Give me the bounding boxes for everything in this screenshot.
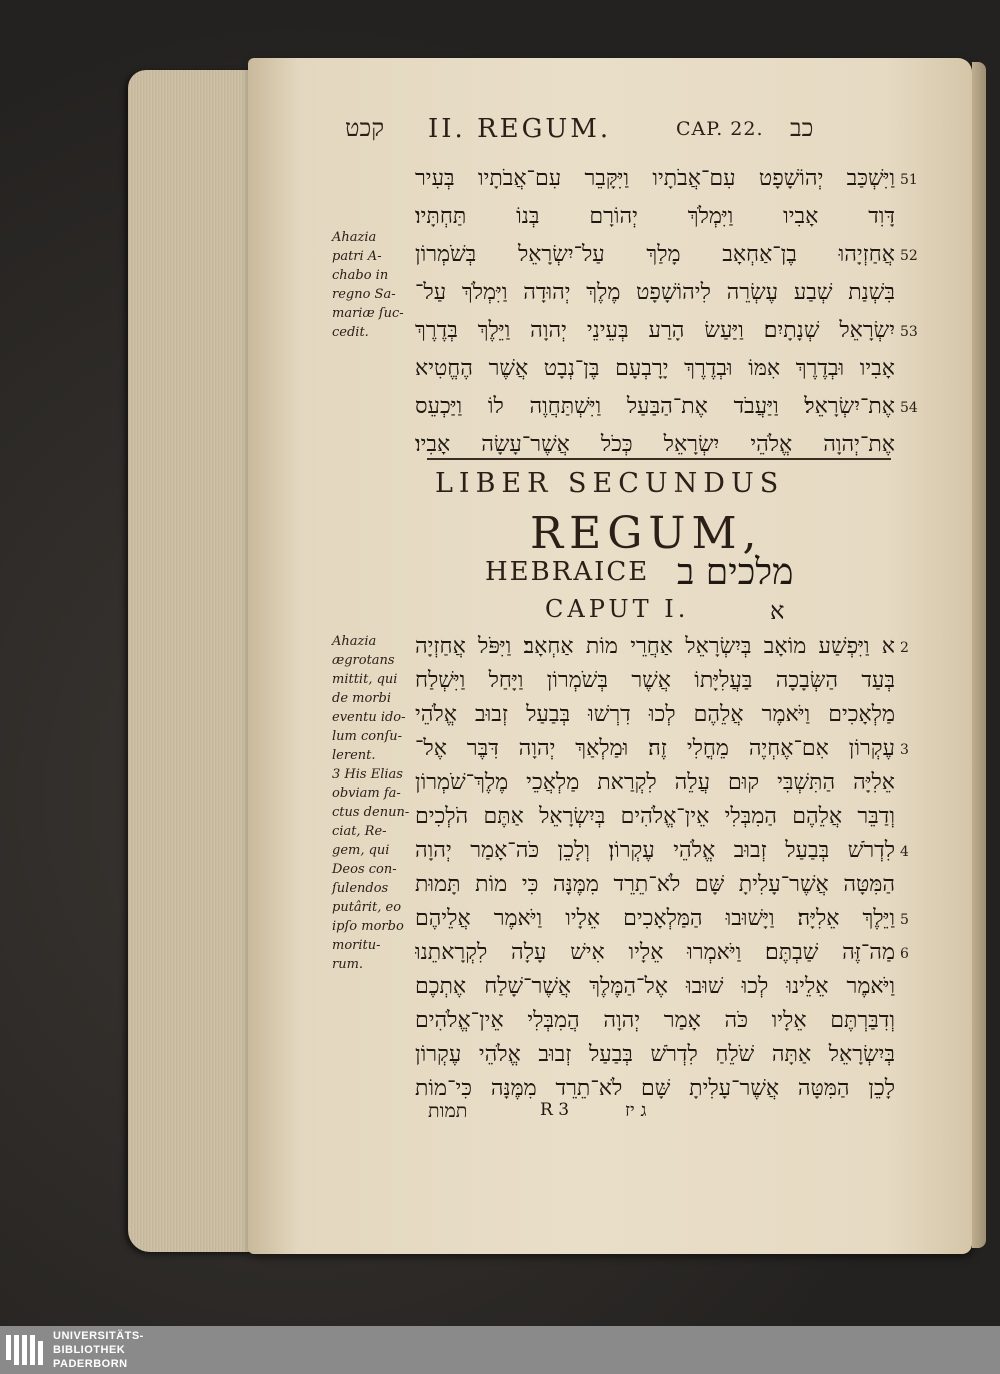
marginal-note-line: lerent. bbox=[332, 748, 376, 763]
chapter-heading-hebrew: א bbox=[770, 597, 785, 625]
main-title: REGUM, bbox=[530, 508, 763, 559]
verse-number: 3 bbox=[900, 742, 909, 758]
verse-number: 54 bbox=[900, 400, 918, 416]
verse-number: 51 bbox=[900, 172, 918, 188]
catchword: תמות bbox=[428, 1100, 468, 1122]
chapter-one-line: א וַיִּפְשַׁע מוֹאָב בְּיִשְׂרָאֵל אַחֲרֵי מוֹת אַחְאָב׃ וַיִּפֹּל אֲחַזְיָה bbox=[415, 634, 895, 659]
prev-chapter-line: וַיִּשְׁכַּב יְהוֹשָׁפָט עִם־אֲבֹתָיו וַיִּקָּבֵר עִם־אֲבֹתָיו בְּעִיר bbox=[415, 166, 895, 191]
facing-page-edge bbox=[972, 62, 986, 1248]
marginal-note-ahazia-illness bbox=[332, 632, 412, 974]
chapter-reference: CAP. 22. bbox=[676, 118, 764, 140]
folio-number-hebrew: קכט bbox=[345, 114, 385, 142]
marginal-note-line: ciat, Re- bbox=[332, 824, 387, 839]
library-name-line2: BIBLIOTHEK bbox=[53, 1344, 126, 1356]
chapter-one-line: בְּעַד הַשְּׂבָכָה בַּעֲלִיָּתוֹ אֲשֶׁר בְּשֹׁמְרוֹן וַיָּחַל וַיִּשְׁלַח bbox=[415, 668, 895, 693]
hebraice-label: HEBRAICE bbox=[485, 557, 650, 587]
marginal-note-line: de morbi bbox=[332, 691, 391, 706]
chapter-heading: CAPUT I. bbox=[545, 595, 690, 623]
marginal-note-line: mittit, qui bbox=[332, 672, 398, 687]
page-edges bbox=[128, 70, 254, 1252]
marginal-note-line: eventu ido- bbox=[332, 710, 406, 725]
chapter-one-line: וַיֵּלֶךְ אֵלִיָּה׃ וַיָּשׁוּבוּ הַמַּלְאָכִים אֵלָיו וַיֹּאמֶר אֲלֵיהֶם bbox=[415, 906, 895, 931]
marginal-note-line: putârit, eo bbox=[332, 900, 402, 915]
hebrew-title: מלכים ב bbox=[677, 552, 794, 593]
marginal-note-line: ægrotans bbox=[332, 653, 395, 668]
marginal-note-ahazia-succession bbox=[332, 228, 412, 342]
marginal-note-line: ipſo morbo bbox=[332, 919, 404, 934]
chapter-one-line: בְּיִשְׂרָאֵל אַתָּה שֹׁלֵחַ לִדְרֹשׁ בְּבַעַל זְבוּב אֱלֹהֵי עֶקְרוֹן bbox=[415, 1042, 895, 1067]
marginal-note-line: gem, qui bbox=[332, 843, 390, 858]
marginal-note-line: chabo in bbox=[332, 268, 389, 283]
chapter-one-line: לִדְרֹשׁ בְּבַעַל זְבוּב אֱלֹהֵי עֶקְרוֹן׃ וְלָכֵן כֹּה־אָמַר יְהוָה bbox=[415, 838, 895, 863]
library-footer-bar bbox=[0, 1326, 1000, 1374]
library-name-line1: UNIVERSITÄTS- bbox=[53, 1330, 144, 1342]
book-title: LIBER SECUNDUS bbox=[435, 468, 785, 499]
chapter-one-line: וַיֹּאמֶר אֵלֵינוּ לְכוּ שׁוּבוּ אֶל־הַמֶּלֶךְ אֲשֶׁר־שָׁלַח אֶתְכֶם bbox=[415, 974, 895, 999]
prev-chapter-line: בִּשְׁנַת שְׁבַע עֶשְׂרֵה לִיהוֹשָׁפָט מֶלֶךְ יְהוּדָה וַיִּמְלֹךְ עַל־ bbox=[415, 280, 895, 305]
verse-number: 4 bbox=[900, 844, 909, 860]
library-logo-icon bbox=[6, 1331, 46, 1369]
prev-chapter-line: אֶת־יִשְׂרָאֵל׃ וַיַּעֲבֹד אֶת־הַבַּעַל וַיִּשְׁתַּחֲוֶה לוֹ וַיַּכְעֵס bbox=[415, 394, 895, 419]
marginal-note-line: cedit. bbox=[332, 325, 369, 340]
marginal-note-line: ctus denun- bbox=[332, 805, 410, 820]
library-name-line3: PADERBORN bbox=[53, 1358, 128, 1370]
prev-chapter-line: יִשְׂרָאֵל שְׁנָתָיִם׃ וַיַּעַשׂ הָרַע בְּעֵינֵי יְהוָה וַיֵּלֶךְ בְּדֶרֶךְ bbox=[415, 318, 895, 343]
verse-number: 52 bbox=[900, 248, 918, 264]
chapter-one-line: וְדַבֵּר אֲלֵהֶם הַמִבְּלִי אֵין־אֱלֹהִים בְּיִשְׂרָאֵל אַתֶּם הֹלְכִים bbox=[415, 804, 895, 829]
section-divider bbox=[427, 458, 891, 460]
verse-number: 53 bbox=[900, 324, 918, 340]
verse-number: 6 bbox=[900, 946, 909, 962]
marginal-note-line: Deos con- bbox=[332, 862, 397, 877]
marginal-note-line: lum conſu- bbox=[332, 729, 403, 744]
marginal-note-line: moritu- bbox=[332, 938, 381, 953]
running-title: II. REGUM. bbox=[428, 114, 612, 144]
marginal-note-line: patri A- bbox=[332, 249, 382, 264]
marginal-note-line: rum. bbox=[332, 957, 364, 972]
marginal-note-line: obviam fa- bbox=[332, 786, 401, 801]
marginal-note-line: ſulendos bbox=[332, 881, 389, 896]
verse-number: 5 bbox=[900, 912, 909, 928]
chapter-number-hebrew: כב bbox=[790, 114, 814, 142]
marginal-note-line: regno Sa- bbox=[332, 287, 396, 302]
prev-chapter-line: אֶת־יְהוָה אֱלֹהֵי יִשְׂרָאֵל כְּכֹל אֲשֶׁר־עָשָׂה אָבִיו׃ bbox=[415, 432, 895, 457]
marginal-note-line: Ahazia bbox=[332, 634, 377, 649]
chapter-one-line: לָכֵן הַמִּטָּה אֲשֶׁר־עָלִיתָ שָּׁם לֹא־תֵרֵד מִמֶּנָּה כִּי־מוֹת bbox=[415, 1076, 895, 1101]
chapter-one-line: הַמִּטָּה אֲשֶׁר־עָלִיתָ שָּׁם לֹא־תֵרֵד מִמֶּנָּה כִּי מוֹת תָּמוּת bbox=[415, 872, 895, 897]
signature-mark: R 3 bbox=[540, 1100, 570, 1120]
chapter-one-line: עֶקְרוֹן אִם־אֶחְיֶה מֵחֳלִי זֶה׃ וּמַלְאַךְ יְהוָה דִּבֶּר אֶל־ bbox=[415, 736, 895, 761]
prev-chapter-line: דָּוִד אָבִיו וַיִּמְלֹךְ יְהוֹרָם בְּנוֹ תַּחְתָּיו׃ bbox=[415, 204, 895, 229]
chapter-one-line: מַלְאָכִים וַיֹּאמֶר אֲלֵהֶם לְכוּ דִרְשׁוּ בְּבַעַל זְבוּב אֱלֹהֵי bbox=[415, 702, 895, 727]
chapter-one-line: וְדִבַּרְתֶּם אֵלָיו כֹּה אָמַר יְהוָה הֲמִבְּלִי אֵין־אֱלֹהִים bbox=[415, 1008, 895, 1033]
chapter-one-line: אֵלִיָּה הַתִּשְׁבִּי קוּם עֲלֵה לִקְרַאת מַלְאֲכֵי מֶלֶךְ־שֹׁמְרוֹן bbox=[415, 770, 895, 795]
marginal-note-line: Ahazia bbox=[332, 230, 377, 245]
marginal-note-line: mariæ ſuc- bbox=[332, 306, 404, 321]
prev-chapter-line: אָבִיו וּבְדֶרֶךְ אִמּוֹ וּבְדֶרֶךְ יָרָבְעָם בֶּן־נְבָט אֲשֶׁר הֶחֱטִיא bbox=[415, 356, 895, 381]
chapter-one-line: מַה־זֶּה שַׁבְתֶּם׃ וַיֹּאמְרוּ אֵלָיו אִישׁ עָלָה לִקְרָאתֵנוּ bbox=[415, 940, 895, 965]
marginal-note-line: 3 His Elias bbox=[332, 767, 403, 782]
verse-number: 2 bbox=[900, 640, 909, 656]
signature-mark-hebrew: ג יז bbox=[625, 1100, 647, 1121]
prev-chapter-line: אֲחַזְיָהוּ בֶן־אַחְאָב מָלַךְ עַל־יִשְׂרָאֵל בְּשֹׁמְרוֹן bbox=[415, 242, 895, 267]
